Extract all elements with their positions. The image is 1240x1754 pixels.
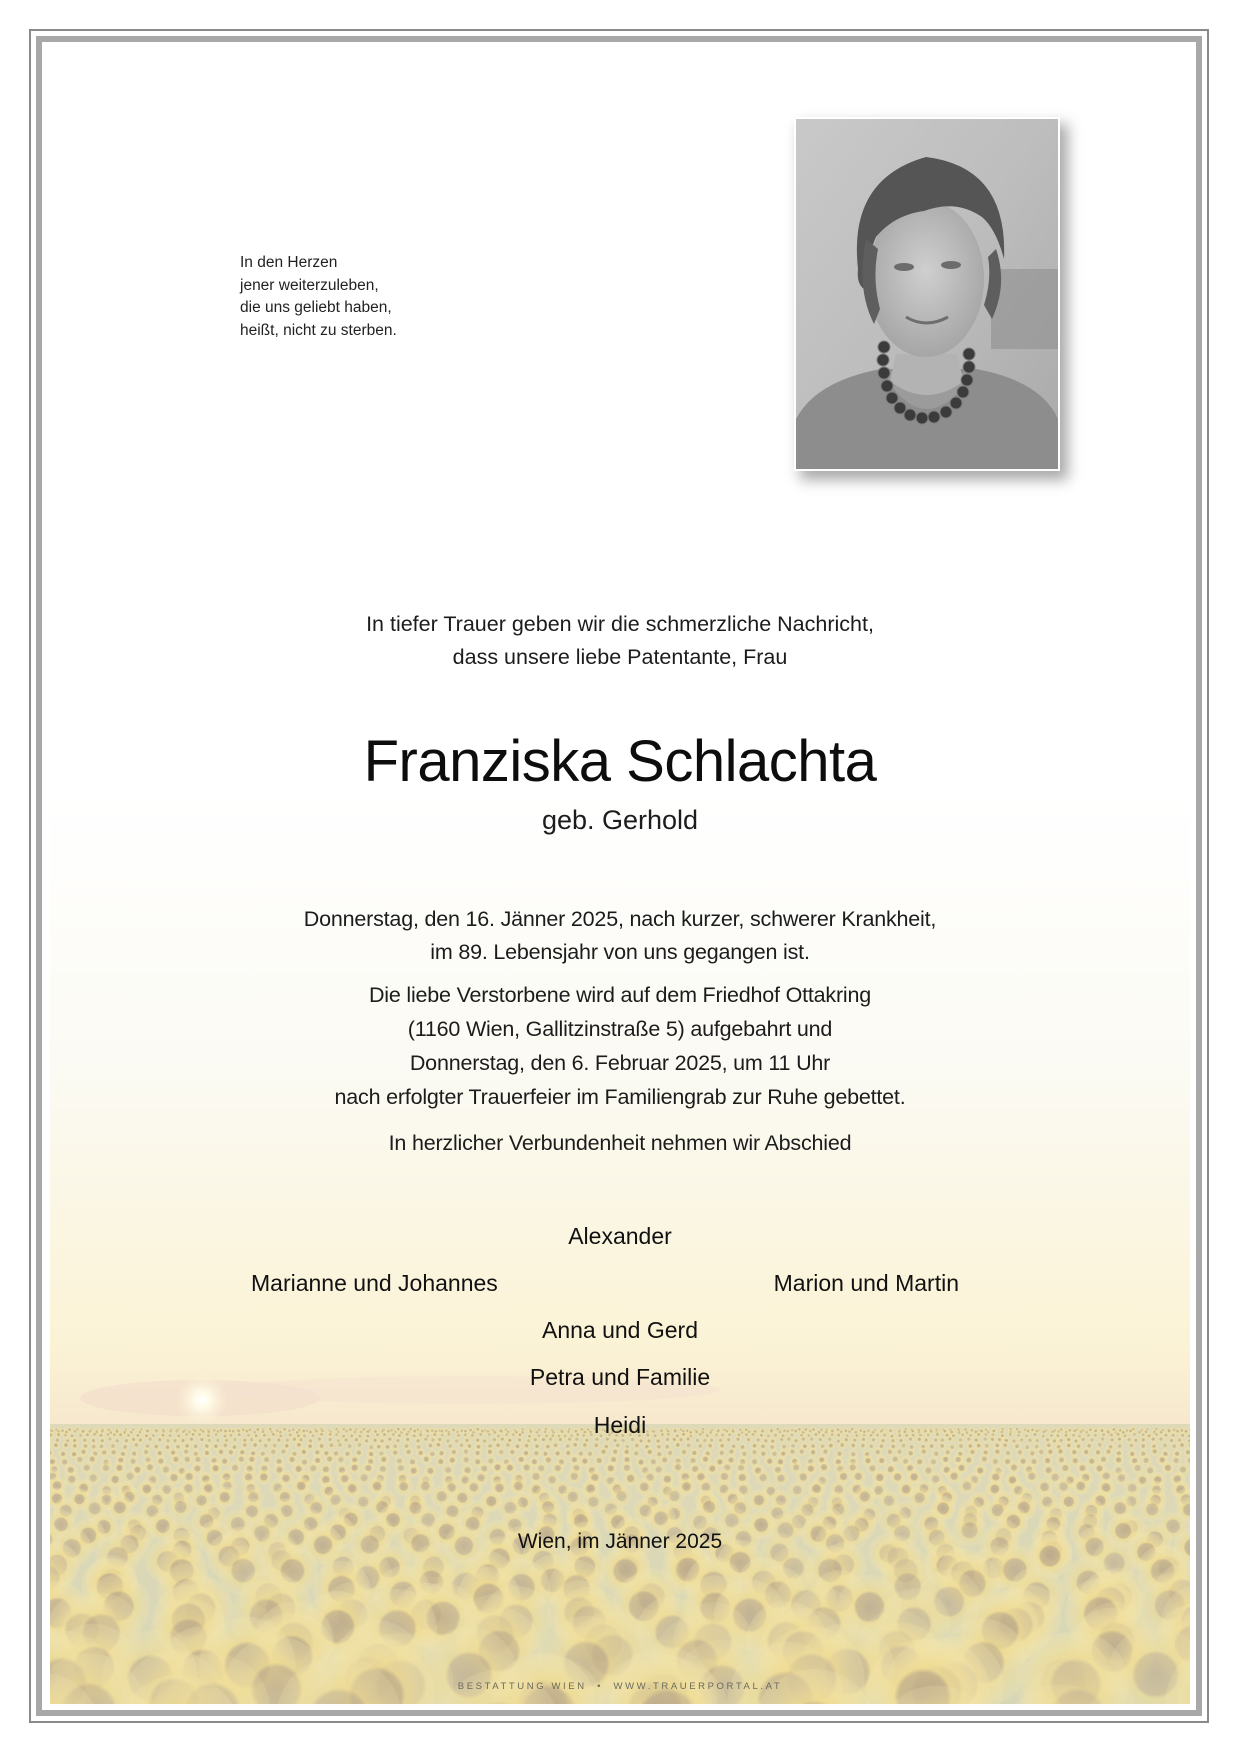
intro-line: dass unsere liebe Patentante, Frau — [452, 645, 788, 669]
mourner-name: Petra und Familie — [529, 1364, 711, 1390]
place-date: Wien, im Jänner 2025 — [517, 1530, 723, 1553]
footer-imprint: BESTATTUNG WIEN • WWW.TRAUERPORTAL.AT — [457, 1681, 783, 1692]
death-line: im 89. Lebensjahr von uns gegangen ist. — [430, 940, 810, 964]
funeral-line: nach erfolgter Trauerfeier im Familiengrab zur Ruhe gebettet. — [334, 1085, 906, 1109]
verse-line: jener weiterzuleben, — [240, 276, 379, 294]
mourner-name: Marianne und Johannes — [251, 1270, 498, 1296]
mourner-name: Alexander — [568, 1223, 672, 1249]
portrait-photo — [794, 117, 1060, 471]
farewell-line: In herzlicher Verbundenheit nehmen wir Abschied — [388, 1131, 852, 1155]
funeral-line: Die liebe Verstorbene wird auf dem Friedhof Ottakring — [368, 983, 872, 1007]
intro-line: In tiefer Trauer geben wir die schmerzliche Nachricht, — [366, 612, 874, 636]
memorial-verse — [240, 252, 397, 342]
birth-name: geb. Gerhold — [541, 805, 699, 835]
death-line: Donnerstag, den 16. Jänner 2025, nach kurzer, schwerer Krankheit, — [303, 907, 937, 931]
verse-line: In den Herzen — [240, 254, 338, 271]
verse-line: heißt, nicht zu sterben. — [240, 321, 397, 339]
mourner-name: Marion und Martin — [773, 1270, 959, 1296]
funeral-line: Donnerstag, den 6. Februar 2025, um 11 Uhr — [409, 1051, 831, 1075]
deceased-name: Franziska Schlachta — [363, 729, 877, 794]
mourner-name: Heidi — [593, 1412, 647, 1438]
mourner-name: Anna und Gerd — [541, 1317, 698, 1343]
funeral-line: (1160 Wien, Gallitzinstraße 5) aufgebahrt und — [407, 1017, 833, 1041]
verse-line: die uns geliebt haben, — [240, 299, 392, 316]
